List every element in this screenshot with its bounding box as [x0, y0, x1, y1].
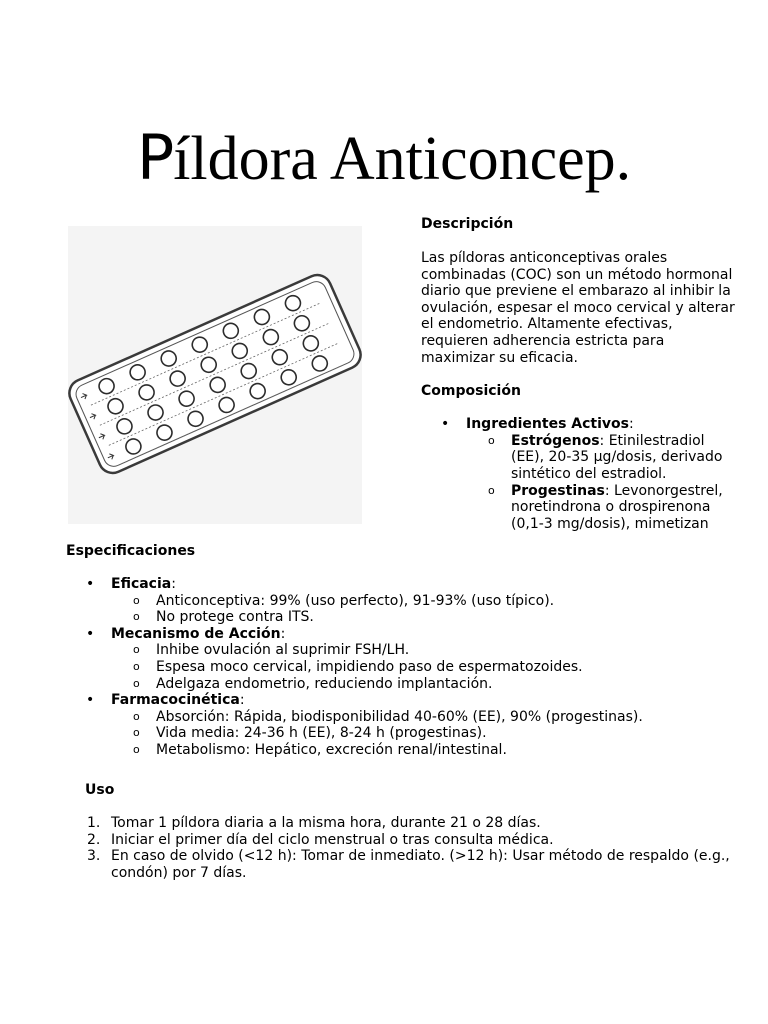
specifications-heading: Especificaciones — [66, 543, 196, 559]
spec-item-label: Farmacocinética — [111, 692, 240, 709]
spec-sublist — [111, 593, 746, 626]
spec-subitem: o Espesa moco cervical, impidiendo paso de espermatozoides. — [111, 659, 746, 676]
composition-item: • Ingredientes Activos: o Estrógenos: Etinilestradiol (EE), 20-35 µg/dosis, derivado sintético del estradiol. o Progestinas: Levonorgestrel, noretindrona o drospirenona (0,1-3 mg/dosis), mimetizan — [421, 416, 739, 532]
spec-sublist — [111, 642, 746, 692]
pill-blister-pack-icon — [68, 226, 362, 524]
usage-item-number: 3. — [87, 848, 101, 865]
spec-subitem: o No protege contra ITS. — [111, 609, 746, 626]
spec-subitem: o Inhibe ovulación al suprimir FSH/LH. — [111, 642, 746, 659]
composition-sublist — [466, 433, 739, 533]
usage-heading: Uso — [85, 782, 115, 798]
usage-item-text: En caso de olvido (<12 h): Tomar de inmediato. (>12 h): Usar método de respaldo (e.g., condón) por 7 días. — [111, 848, 730, 881]
composition-subitem-label: Progestinas — [511, 482, 605, 499]
spec-subitem: o Vida media: 24-36 h (EE), 8-24 h (progestinas). — [111, 725, 746, 742]
spec-subitem: o Adelgaza endometrio, reduciendo implantación. — [111, 676, 746, 693]
description-column — [421, 216, 739, 534]
spec-item: • Eficacia: o Anticonceptiva: 99% (uso perfecto), 91-93% (uso típico). o No protege contra ITS. — [66, 576, 746, 626]
page-title — [0, 118, 768, 199]
usage-item-number: 2. — [87, 831, 101, 848]
usage-item — [85, 848, 745, 881]
spec-sublist — [111, 709, 746, 759]
composition-heading: Composición — [421, 383, 521, 400]
composition-list — [421, 416, 739, 532]
usage-item — [85, 815, 745, 832]
pill-blister-pack-image — [68, 226, 362, 524]
spec-item: • Farmacocinética: o Absorción: Rápida, biodisponibilidad 40-60% (EE), 90% (progestinas). o Vida media: 24-36 h (EE), 8-24 h (progestinas). o Metabolismo: Hepático, excreción renal/intestinal. — [66, 692, 746, 758]
title-initial: P — [136, 121, 174, 194]
spec-item-label: Mecanismo de Acción — [111, 625, 281, 642]
usage-item-text: Tomar 1 píldora diaria a la misma hora, durante 21 o 28 días. — [111, 815, 541, 831]
usage-item-number: 1. — [87, 815, 101, 831]
spec-subitem: o Metabolismo: Hepático, excreción renal/intestinal. — [111, 742, 746, 759]
spec-subitem: o Absorción: Rápida, biodisponibilidad 40-60% (EE), 90% (progestinas). — [111, 709, 746, 726]
usage-section — [85, 782, 745, 881]
composition-subitem-text: : Etinilestradiol (EE), 20-35 µg/dosis, derivado sintético del estradiol. — [511, 432, 723, 482]
spec-item: • Mecanismo de Acción: o Inhibe ovulación al suprimir FSH/LH. o Espesa moco cervical, impidiendo paso de espermatozoides. o Adelgaza endometrio, reduciendo implantación. — [66, 626, 746, 692]
usage-list — [85, 815, 745, 881]
composition-subitem-label: Estrógenos — [511, 432, 600, 449]
specifications-section — [66, 543, 746, 759]
spec-subitem: o Anticonceptiva: 99% (uso perfecto), 91-93% (uso típico). — [111, 593, 746, 610]
description-heading: Descripción — [421, 216, 514, 232]
composition-subitem-text: : Levonorgestrel, noretindrona o drospirenona (0,1-3 mg/dosis), mimetizan — [511, 482, 723, 532]
title-rest: íldora Anticoncep. — [173, 125, 632, 193]
specifications-list — [66, 576, 746, 759]
usage-item — [85, 832, 745, 849]
composition-item-label: Ingredientes Activos — [466, 416, 629, 433]
blister-pack — [68, 271, 362, 478]
composition-subitem — [466, 483, 739, 533]
spec-item-label: Eficacia — [111, 576, 172, 592]
description-text: Las píldoras anticonceptivas orales combinadas (COC) son un método hormonal diario que previene el embarazo al inhibir la ovulación, espesar el moco cervical y alterar el endometrio. Altamente efectivas, requieren adherencia estricta para maximizar su eficacia. — [421, 250, 735, 366]
composition-subitem — [466, 433, 739, 483]
usage-item-text: Iniciar el primer día del ciclo menstrual o tras consulta médica. — [111, 831, 554, 848]
